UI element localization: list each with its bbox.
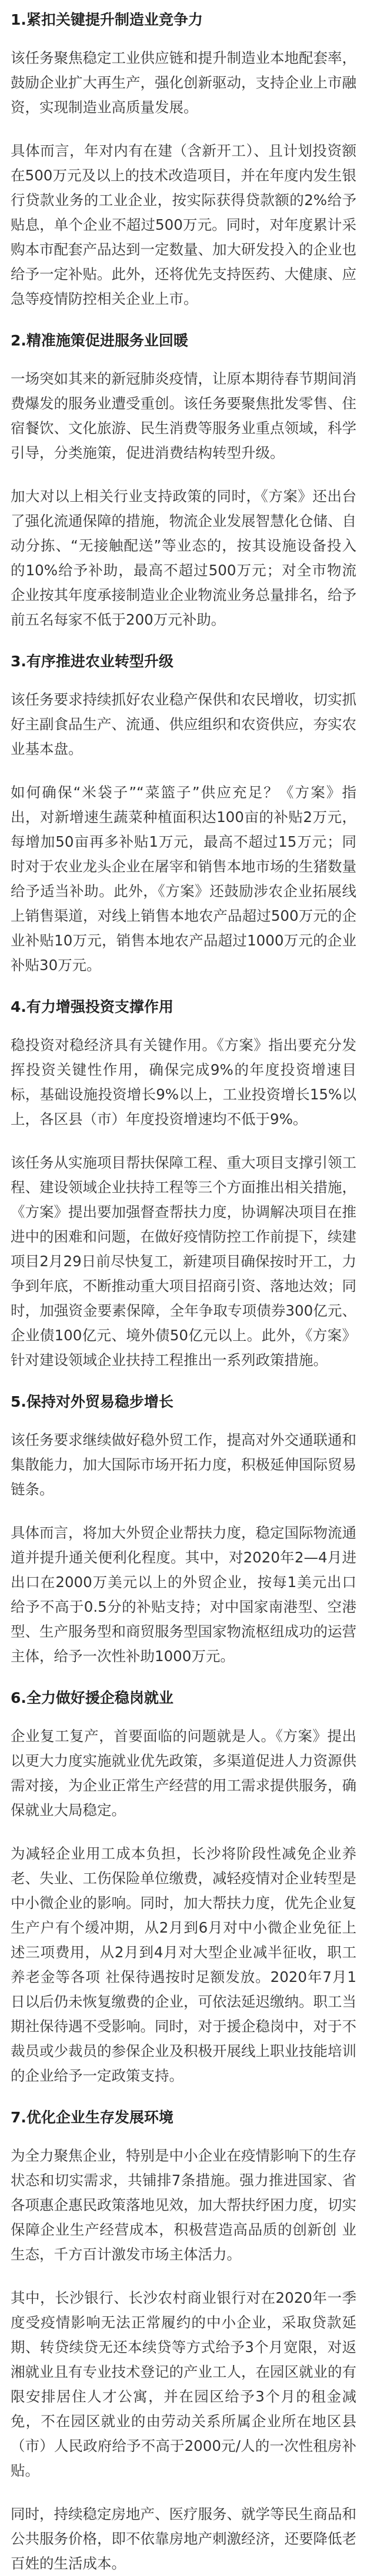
section-2 — [11, 330, 356, 632]
section-heading: 1.紧扣关键提升制造业竞争力 — [11, 11, 203, 28]
section-paragraph: 企业复工复产，首要面临的问题就是人。《方案》提出以更大力度实施就业优先政策，多渠道促进人力资源供需对接，为企业正常生产经营的用工需求提供服务，确保就业大局稳定。 — [11, 1728, 356, 1819]
section-5 — [11, 1391, 356, 1669]
section-4 — [11, 997, 356, 1373]
section-heading: 6.全力做好援企稳岗就业 — [11, 1689, 174, 1706]
section-heading: 2.精准施策促进服务业回暖 — [11, 332, 188, 349]
section-paragraph: 具体而言，将加大外贸企业帮扶力度，稳定国际物流通道并提升通关便利化程度。其中，对2020年2—4月进出口在2000万美元以上的外贸企业，按每1美元出口给予不高于0.5分的补贴支持；对中国家南港型、空港型、生产服务型和商贸服务型国家物流枢纽成功的运营主体，给予一次性补助1000万元。 — [11, 1524, 356, 1665]
section-paragraph: 该任务聚焦稳定工业供应链和提升制造业本地配套率，鼓励企业扩大再生产，强化创新驱动，支持企业上市融资，实现制造业高质量发展。 — [11, 49, 356, 116]
section-paragraph: 该任务要求持续抓好农业稳产保供和农民增收，切实抓好主副食品生产、流通、供应组织和农资供应，夯实农业基本盘。 — [11, 691, 356, 757]
section-paragraph: 该任务从实施项目帮扶保障工程、重大项目支撑引领工程、建设领域企业扶持工程等三个方面推出相关措施，《方案》提出要加强督查帮扶力度，协调解决项目在推进中的困难和问题，在做好疫情防控工作前提下，续建项目2月29日前尽快复工，新建项目确保按时开工，力争到年底，不断推动重大项目招商引资、落地达效；同时，加强资金要素保障，全年争取专项债券300亿元、企业债100亿元、境外债50亿元以上。此外，《方案》针对建设领域企业扶持工程推出一系列政策措施。 — [11, 1154, 356, 1368]
section-paragraph: 如何确保“米袋子”“菜篮子”供应充足？《方案》指出，对新增速生蔬菜种植面积达100亩的补贴2万元，每增加50亩再多补贴1万元，最高不超过15万元；同时对于农业龙头企业在屠宰和销售本地市场的生猪数量给予适当补助。此外，《方案》还鼓励涉农企业拓展线上销售渠道，对线上销售本地农产品超过500万元的企业补贴10万元，销售本地农产品超过1000万元的企业补贴30万元。 — [11, 784, 356, 974]
section-paragraph: 其中，长沙银行、长沙农村商业银行对在2020年一季度受疫情影响无法正常履约的中小企业，采取贷款延期、转贷续贷无还本续贷等方式给予3个月宽限，对返湘就业且有专业技术登记的产业工人，在园区就业的有限安排居住人才公寓，并在园区给予3个月的租金减免，不在园区就业的由劳动关系所属企业所在地区县（市）人民政府给予不高于2000元/人的一次性租房补贴。 — [11, 2289, 356, 2479]
section-paragraph: 加大对以上相关行业支持政策的同时，《方案》还出台了强化流通保障的措施，物流企业发展智慧化仓储、自动分拣、“无接触配送”等业态的，按其设施设备投入的10%给予补助，最高不超过500万元；对全市物流企业按其年度承接制造业企业物流业务总量排名，给予前五名每家不低于200万元补助。 — [11, 488, 356, 628]
section-3 — [11, 651, 356, 978]
section-heading: 7.优化企业生存发展环境 — [11, 2109, 174, 2126]
section-1 — [11, 9, 356, 311]
section-heading: 5.保持对外贸易稳步增长 — [11, 1393, 174, 1410]
section-6 — [11, 1688, 356, 2088]
section-paragraph: 为减轻企业用工成本负担，长沙将阶段性减免企业养老、失业、工伤保险单位缴费，减轻疫情对企业转型是中小微企业的影响。同时，加大帮扶力度，优先企业复生产户有个缓冲期，从2月到6月对中小微企业免征上述三项费用，从2月到4月对大型企业减半征收，职工养老金等各项 社保待遇按时足额发放。2020年7月1日以后仍未恢复缴费的企业，可依法延迟缴纳。职工当期社保待遇不受影响。同时，对于援企稳岗中，对于不裁员或少裁员的参保企业及积极开展线上职业技能培训的企业给予一定政策支持。 — [11, 1845, 356, 2084]
section-heading: 3.有序推进农业转型升级 — [11, 653, 174, 670]
section-heading: 4.有力增强投资支撑作用 — [11, 998, 174, 1015]
section-paragraph: 同时，持续稳定房地产、医疗服务、就学等民生商品和公共服务价格，即不依靠房地产刺激经济，还要降低老百姓的生活成本。 — [11, 2505, 356, 2572]
section-paragraph: 该任务要求继续做好稳外贸工作，提高对外交通联通和集散能力，加大国际市场开拓力度，积极延伸国际贸易链条。 — [11, 1431, 356, 1498]
section-paragraph: 稳投资对稳经济具有关键作用。《方案》指出要充分发挥投资关键性作用，确保完成9%的年度投资增速目标，基础设施投资增长9%以上，工业投资增长15%以上，各区县（市）年度投资增速均不低于9%。 — [11, 1037, 356, 1128]
section-7 — [11, 2107, 356, 2576]
section-paragraph: 具体而言，年对内有在建（含新开工）、且计划投资额在500万元及以上的技术改造项目，并在年度内发生银行贷款业务的工业企业，按实际获得贷款额的2%给予贴息，单个企业不超过500万元。同时，对年度累计采购本市配套产品达到一定数量、加大研发投入的企业也给予一定补贴。此外，还将优先支持医药、大健康、应急等疫情防控相关企业上市。 — [11, 142, 356, 307]
section-paragraph: 为全力聚焦企业，特别是中小企业在疫情影响下的生存状态和切实需求，共铺排7条措施。强力推进国家、省各项惠企惠民政策落地见效，加大帮扶纾困力度，切实保障企业生产经营成本，积极营造高品质的创新创 业生态，千方百计激发市场主体活力。 — [11, 2147, 356, 2263]
section-paragraph: 一场突如其来的新冠肺炎疫情，让原本期待春节期间消费爆发的服务业遭受重创。该任务要聚焦批发零售、住宿餐饮、文化旅游、民生消费等服务业重点领域，科学引导，分类施策，促进消费结构转型升级。 — [11, 370, 356, 461]
